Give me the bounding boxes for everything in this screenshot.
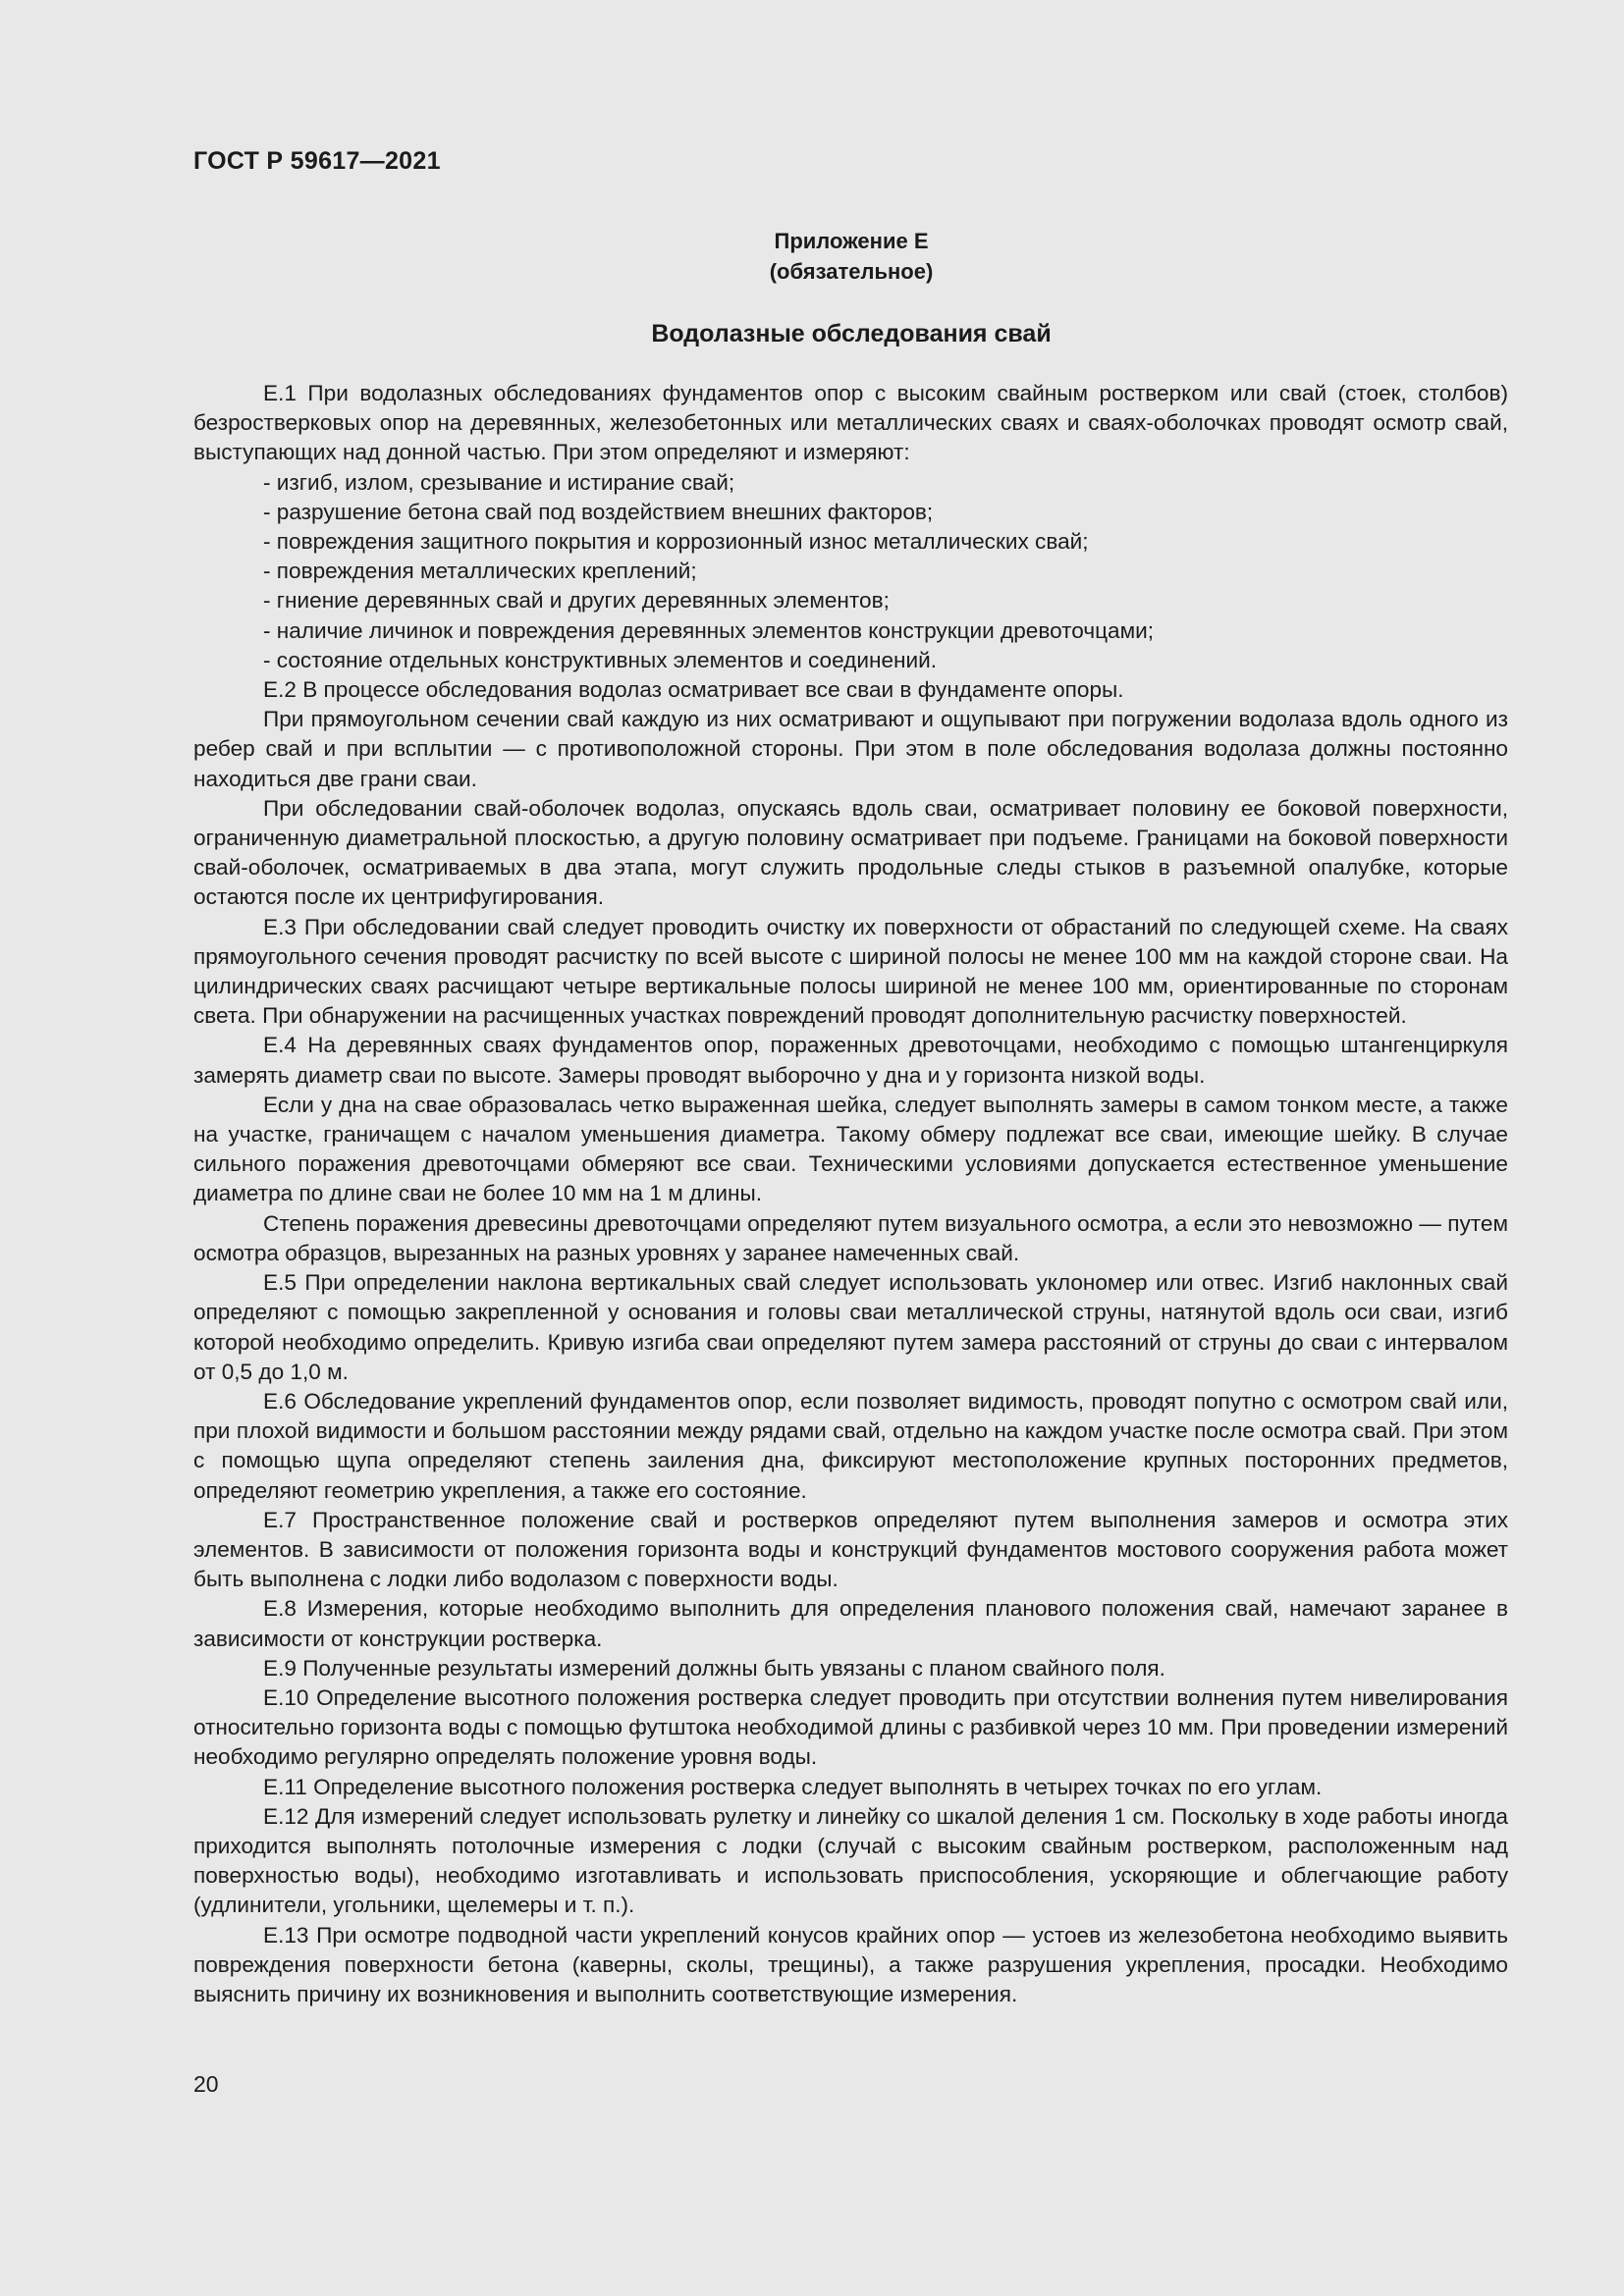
paragraph: Е.7 Пространственное положение свай и ростверков определяют путем выполнения замеров и осмотра этих элементов. В зависимости от положения горизонта воды и конструкций фундаментов мостового сооружения работа может быть выполнена с лодки либо водолазом с поверхности воды. [193,1507,1508,1592]
paragraph: Е.11 Определение высотного положения ростверка следует выполнять в четырех точках по его углам. [263,1774,1323,1799]
paragraph: Е.13 При осмотре подводной части укреплений конусов крайних опор — устоев из железобетона необходимо выявить повреждения поверхности бетона (каверны, сколы, трещины), а также разрушения укрепления, просадки. Необходимо выяснить причину их возникновения и выполнить соответствующие измерения. [193,1922,1508,2006]
paragraph: Е.9 Полученные результаты измерений должны быть увязаны с планом свайного поля. [263,1655,1165,1681]
body-text [193,379,1508,2009]
paragraph: Е.12 Для измерений следует использовать рулетку и линейку со шкалой деления 1 см. Поскольку в ходе работы иногда приходится выполнять потолочные измерения с лодки (случай с высоким свайным ростверком, расположенным над поверхностью воды), необходимо изготавливать и использовать приспособления, ускоряющие и облегчающие работу (удлинители, угольники, щелемеры и т. п.). [193,1803,1508,1918]
paragraph: Степень поражения древесины древоточцами определяют путем визуального осмотра, а если это невозможно — путем осмотра образцов, вырезанных на разных уровнях у заранее намеченных свай. [193,1210,1508,1265]
document-code: ГОСТ Р 59617—2021 [193,147,441,175]
paragraph: Е.5 При определении наклона вертикальных свай следует использовать уклономер или отвес. Изгиб наклонных свай определяют с помощью закрепленной у основания и головы сваи металлической струны, натянутой вдоль оси сваи, изгиб которой необходимо определить. Кривую изгиба сваи определяют путем замера расстояний от струны до сваи с интервалом от 0,5 до 1,0 м. [193,1270,1508,1384]
list-item: - изгиб, излом, срезывание и истирание свай; [263,469,735,495]
paragraph: Е.2 В процессе обследования водолаз осматривает все сваи в фундаменте опоры. [263,677,1124,703]
paragraph: Е.4 На деревянных сваях фундаментов опор, пораженных древоточцами, необходимо с помощью штангенциркуля замерять диаметр сваи по высоте. Замеры проводят выборочно у дна и у горизонта низкой воды. [193,1033,1508,1088]
appendix-title: Приложение Е [774,229,929,253]
page-number: 20 [193,2071,219,2097]
paragraph: При обследовании свай-оболочек водолаз, опускаясь вдоль сваи, осматривает половину ее боковой поверхности, ограниченную диаметральной плоскостью, а другую половину осматривает при подъеме. Границами на боковой поверхности свай-оболочек, осматриваемых в два этапа, могут служить продольные следы стыков в разъемной опалубке, которые остаются после их центрифугирования. [193,795,1508,910]
paragraph: Е.8 Измерения, которые необходимо выполнить для определения планового положения свай, намечают заранее в зависимости от конструкции ростверка. [193,1596,1508,1651]
paragraph: Е.6 Обследование укреплений фундаментов опор, если позволяет видимость, проводят попутно с осмотром свай или, при плохой видимости и большом расстоянии между рядами свай, отдельно на каждом участке после осмотра свай. При этом с помощью щупа определяют степень заиления дна, фиксируют местоположение крупных посторонних предметов, определяют геометрию укрепления, а также его состояние. [193,1388,1508,1503]
paragraph: При прямоугольном сечении свай каждую из них осматривают и ощупывают при погружении водолаза вдоль одного из ребер свай и при всплытии — с противоположной стороны. При этом в поле обследования водолаза должны постоянно находиться две грани сваи. [193,707,1508,791]
paragraph: Если у дна на свае образовалась четко выраженная шейка, следует выполнять замеры в самом тонком месте, а также на участке, граничащем с началом уменьшения диаметра. Такому обмеру подлежат все сваи, имеющие шейку. В случае сильного поражения древоточцами обмеряют все сваи. Техническими условиями допускается естественное уменьшение диаметра по длине сваи не более 10 мм на 1 м длины. [193,1092,1508,1206]
list-item: - разрушение бетона свай под воздействием внешних факторов; [263,499,934,524]
paragraph: Е.3 При обследовании свай следует проводить очистку их поверхности от обрастаний по следующей схеме. На сваях прямоугольного сечения проводят расчистку по всей высоте с шириной полосы не менее 100 мм на каждой стороне сваи. На цилиндрических сваях расчищают четыре вертикальные полосы шириной не менее 100 мм, ориентированные по сторонам света. При обнаружении на расчищенных участках повреждений проводят дополнительную расчистку поверхностей. [193,914,1508,1029]
list-item: - наличие личинок и повреждения деревянных элементов конструкции древоточцами; [263,617,1155,643]
paragraph: Е.1 При водолазных обследованиях фундаментов опор с высоким свайным ростверком или свай (стоек, столбов) безростверковых опор на деревянных, железобетонных или металлических сваях и сваях-оболочках проводят осмотр свай, выступающих над донной частью. При этом определяют и измеряют: [193,381,1508,465]
list-item: - повреждения защитного покрытия и коррозионный износ металлических свай; [263,529,1089,555]
list-item: - состояние отдельных конструктивных элементов и соединений. [263,647,938,672]
list-item: - повреждения металлических креплений; [263,559,697,584]
section-heading: Водолазные обследования свай [651,320,1052,347]
list-item: - гниение деревянных свай и других деревянных элементов; [263,588,890,614]
paragraph: Е.10 Определение высотного положения ростверка следует проводить при отсутствии волнения путем нивелирования относительно горизонта воды с помощью футштока необходимой длины с разбивкой через 10 мм. При проведении измерений необходимо регулярно определять положение уровня воды. [193,1684,1508,1770]
appendix-status: (обязательное) [769,259,934,284]
